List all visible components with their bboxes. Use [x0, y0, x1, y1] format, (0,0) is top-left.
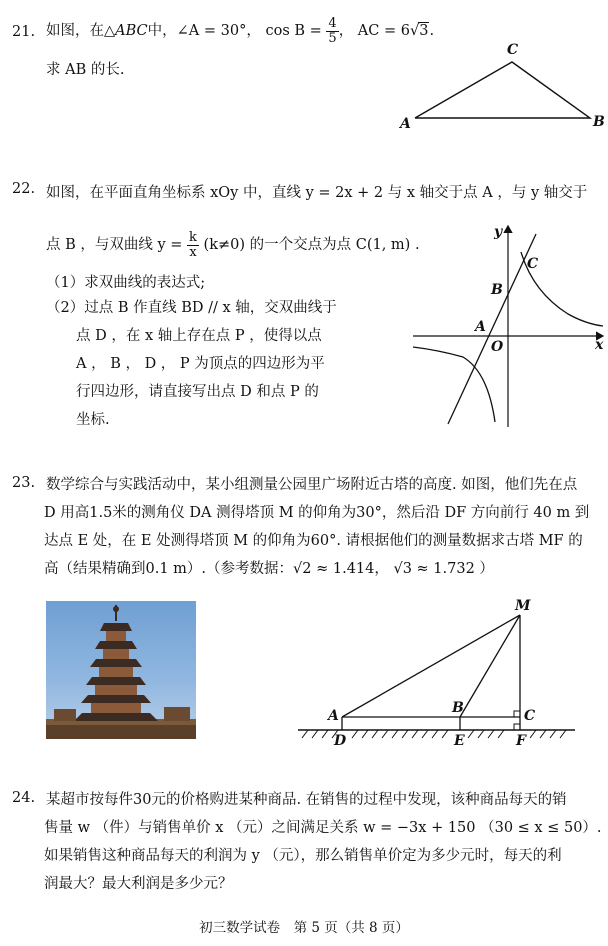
- q23-label-b: B: [452, 700, 464, 716]
- q21-triangle-figure: [0, 40, 608, 180]
- q22-label-x: x: [595, 337, 604, 353]
- q24-text-line: 某超市按每件30元的价格购进某种商品. 在销售的过程中发现，该种商品每天的销: [46, 792, 567, 808]
- page-footer: 初三数学试卷 第 5 页（共 8 页）: [199, 920, 409, 936]
- q22-sub2-line: 坐标.: [76, 412, 110, 428]
- q22-label-o: O: [491, 339, 504, 355]
- q22-fraction: $\frac{k}{x}$: [189, 229, 197, 260]
- q22-sub1: （1）求双曲线的表达式;: [46, 275, 206, 291]
- q23-text-line: D 用高1.5米的测角仪 DA 测得塔顶 M 的仰角为30°，然后沿 DF 方向前行 40 m 到: [44, 505, 590, 521]
- q22-line1: 如图，在平面直角坐标系 xOy 中，直线 y = 2x + 2 与 x 轴交于点 A ，与 y 轴交于: [46, 185, 588, 201]
- q24-text-line: 润最大？最大利润是多少元？: [44, 876, 233, 892]
- q23-label-m: M: [515, 598, 531, 614]
- q21-label-c: C: [507, 42, 519, 58]
- q21-fraction: $\frac{4}{5}$: [328, 15, 337, 46]
- q22-sub2-line: 点 D ，在 x 轴上存在点 P ，使得以点: [76, 328, 322, 344]
- q24-text-line: 售量 w （件）与销售单价 x （元）之间满足关系 w = −3x + 150 （30 ≤ x ≤ 50）.: [44, 820, 602, 836]
- q23-text-line: 达点 E 处，在 E 处测得塔顶 M 的仰角为60°. 请根据他们的测量数据求古塔 MF 的: [44, 533, 583, 549]
- q22-label-a: A: [475, 319, 486, 335]
- q22-line: [448, 234, 539, 424]
- q23-label-a: A: [328, 708, 339, 724]
- pagoda-illustration: [46, 601, 196, 739]
- q22-sub2-line: 行四边形，请直接写出点 D 和点 P 的: [76, 384, 319, 400]
- pagoda-photo: [46, 601, 196, 739]
- q24-text: [46, 790, 606, 910]
- q23-text: [46, 475, 606, 595]
- q22-number: 22.: [12, 181, 36, 197]
- q23-right-angle-c: [514, 711, 520, 717]
- q22-sub2-line: A ， B ， D ， P 为顶点的四边形为平: [76, 356, 325, 372]
- q23-segment-bm: [460, 615, 520, 717]
- q21-triangle: [415, 62, 590, 118]
- q22-sub2: [46, 298, 346, 438]
- q24-text-line: 如果销售这种商品每天的利润为 y （元），那么销售单价定为多少元时，每天的利: [44, 848, 562, 864]
- q23-tower-figure: [290, 598, 590, 748]
- q23-segment-am: [342, 615, 520, 717]
- q21-label-b: B: [593, 114, 605, 130]
- q23-number: 23.: [12, 475, 36, 491]
- q21-number: 21.: [12, 24, 36, 40]
- q23-label-e: E: [454, 733, 465, 748]
- q24-number: 24.: [12, 790, 36, 806]
- q21-label-a: A: [400, 116, 411, 132]
- q21-line2: 求 AB 的长.: [46, 62, 125, 78]
- q22-sub2-line: （2）过点 B 作直线 BD // x 轴，交双曲线于: [46, 300, 337, 316]
- q23-label-d: D: [334, 733, 347, 748]
- q23-label-f: F: [516, 733, 526, 748]
- q22-label-b: B: [491, 282, 503, 298]
- q23-right-angle-f: [514, 724, 520, 730]
- q21-line1: 如图，在△ABC中，∠A = 30°， cos B = $\frac{4}{5}$ ， AC = 6√3.: [46, 15, 435, 46]
- q23-text-line: 高（结果精确到0.1 m）.（参考数据：√2 ≈ 1.414， √3 ≈ 1.732 ）: [44, 561, 494, 577]
- q22-label-y: y: [494, 224, 503, 240]
- q23-label-c: C: [524, 708, 536, 724]
- q22-label-c: C: [527, 256, 539, 272]
- q22-graph-figure: [408, 222, 608, 432]
- q23-text-line: 数学综合与实践活动中，某小组测量公园里广场附近古塔的高度. 如图，他们先在点: [46, 477, 578, 493]
- q22-line2: 点 B ，与双曲线 y = $\frac{k}{x}$ (k≠0) 的一个交点为点 C(1, m) .: [46, 229, 420, 260]
